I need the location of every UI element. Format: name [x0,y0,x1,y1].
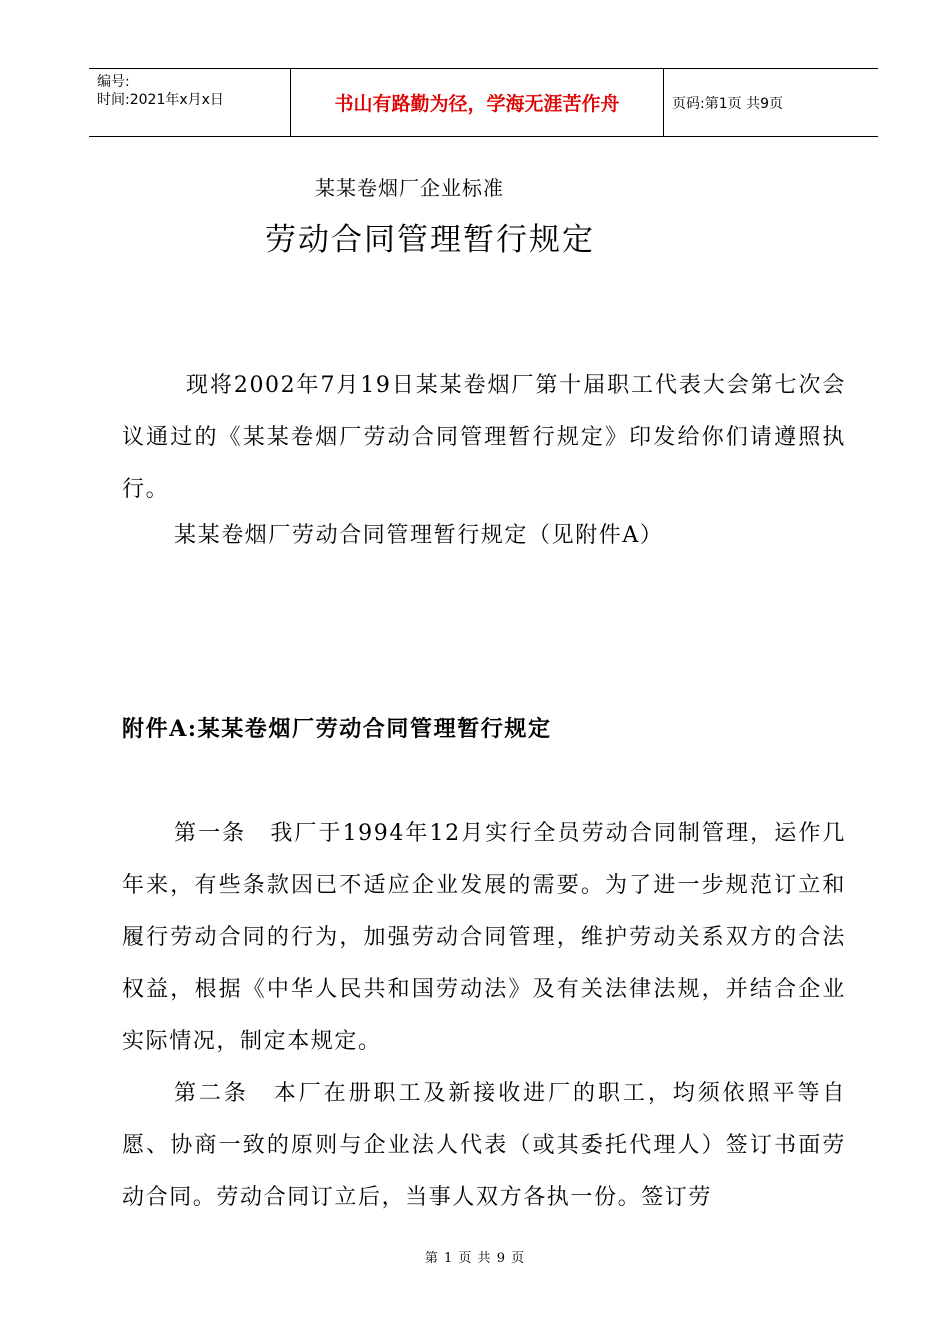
header-motto: 书山有路勤为径，学海无涯苦作舟 [291,69,664,136]
header-meta [89,69,291,136]
attachment-reference-section [122,510,846,562]
header-page-info: 页码:第1页 共9页 [672,95,783,112]
intro-section [122,360,846,516]
article-2: 第二条 本厂在册职工及新接收进厂的职工，均须依照平等自愿、协商一致的原则与企业法人代表（或其委托代理人）签订书面劳动合同。劳动合同订立后，当事人双方各执一份。签订劳 [122,1081,846,1210]
document-number-label: 编号: [97,74,130,90]
attachment-heading: 附件A:某某卷烟厂劳动合同管理暂行规定 [122,716,552,742]
articles-section [122,808,846,1224]
document-title: 劳动合同管理暂行规定 [265,222,595,258]
document-time-label: 时间:2021年x月x日 [97,92,224,108]
intro-paragraph: 现将2002年7月19日某某卷烟厂第十届职工代表大会第七次会议通过的《某某卷烟厂劳动合同管理暂行规定》印发给你们请遵照执行。 [122,373,846,502]
standard-title: 某某卷烟厂企业标准 [315,176,504,200]
page-footer: 第 1 页 共 9 页 [424,1251,526,1266]
page-header [89,68,878,137]
article-1: 第一条 我厂于1994年12月实行全员劳动合同制管理，运作几年来，有些条款因已不适应企业发展的需要。为了进一步规范订立和履行劳动合同的行为，加强劳动合同管理，维护劳动关系双方的合法权益，根据《中华人民共和国劳动法》及有关法律法规，并结合企业实际情况，制定本规定。 [122,821,846,1054]
attachment-reference: 某某卷烟厂劳动合同管理暂行规定（见附件A） [174,523,664,548]
